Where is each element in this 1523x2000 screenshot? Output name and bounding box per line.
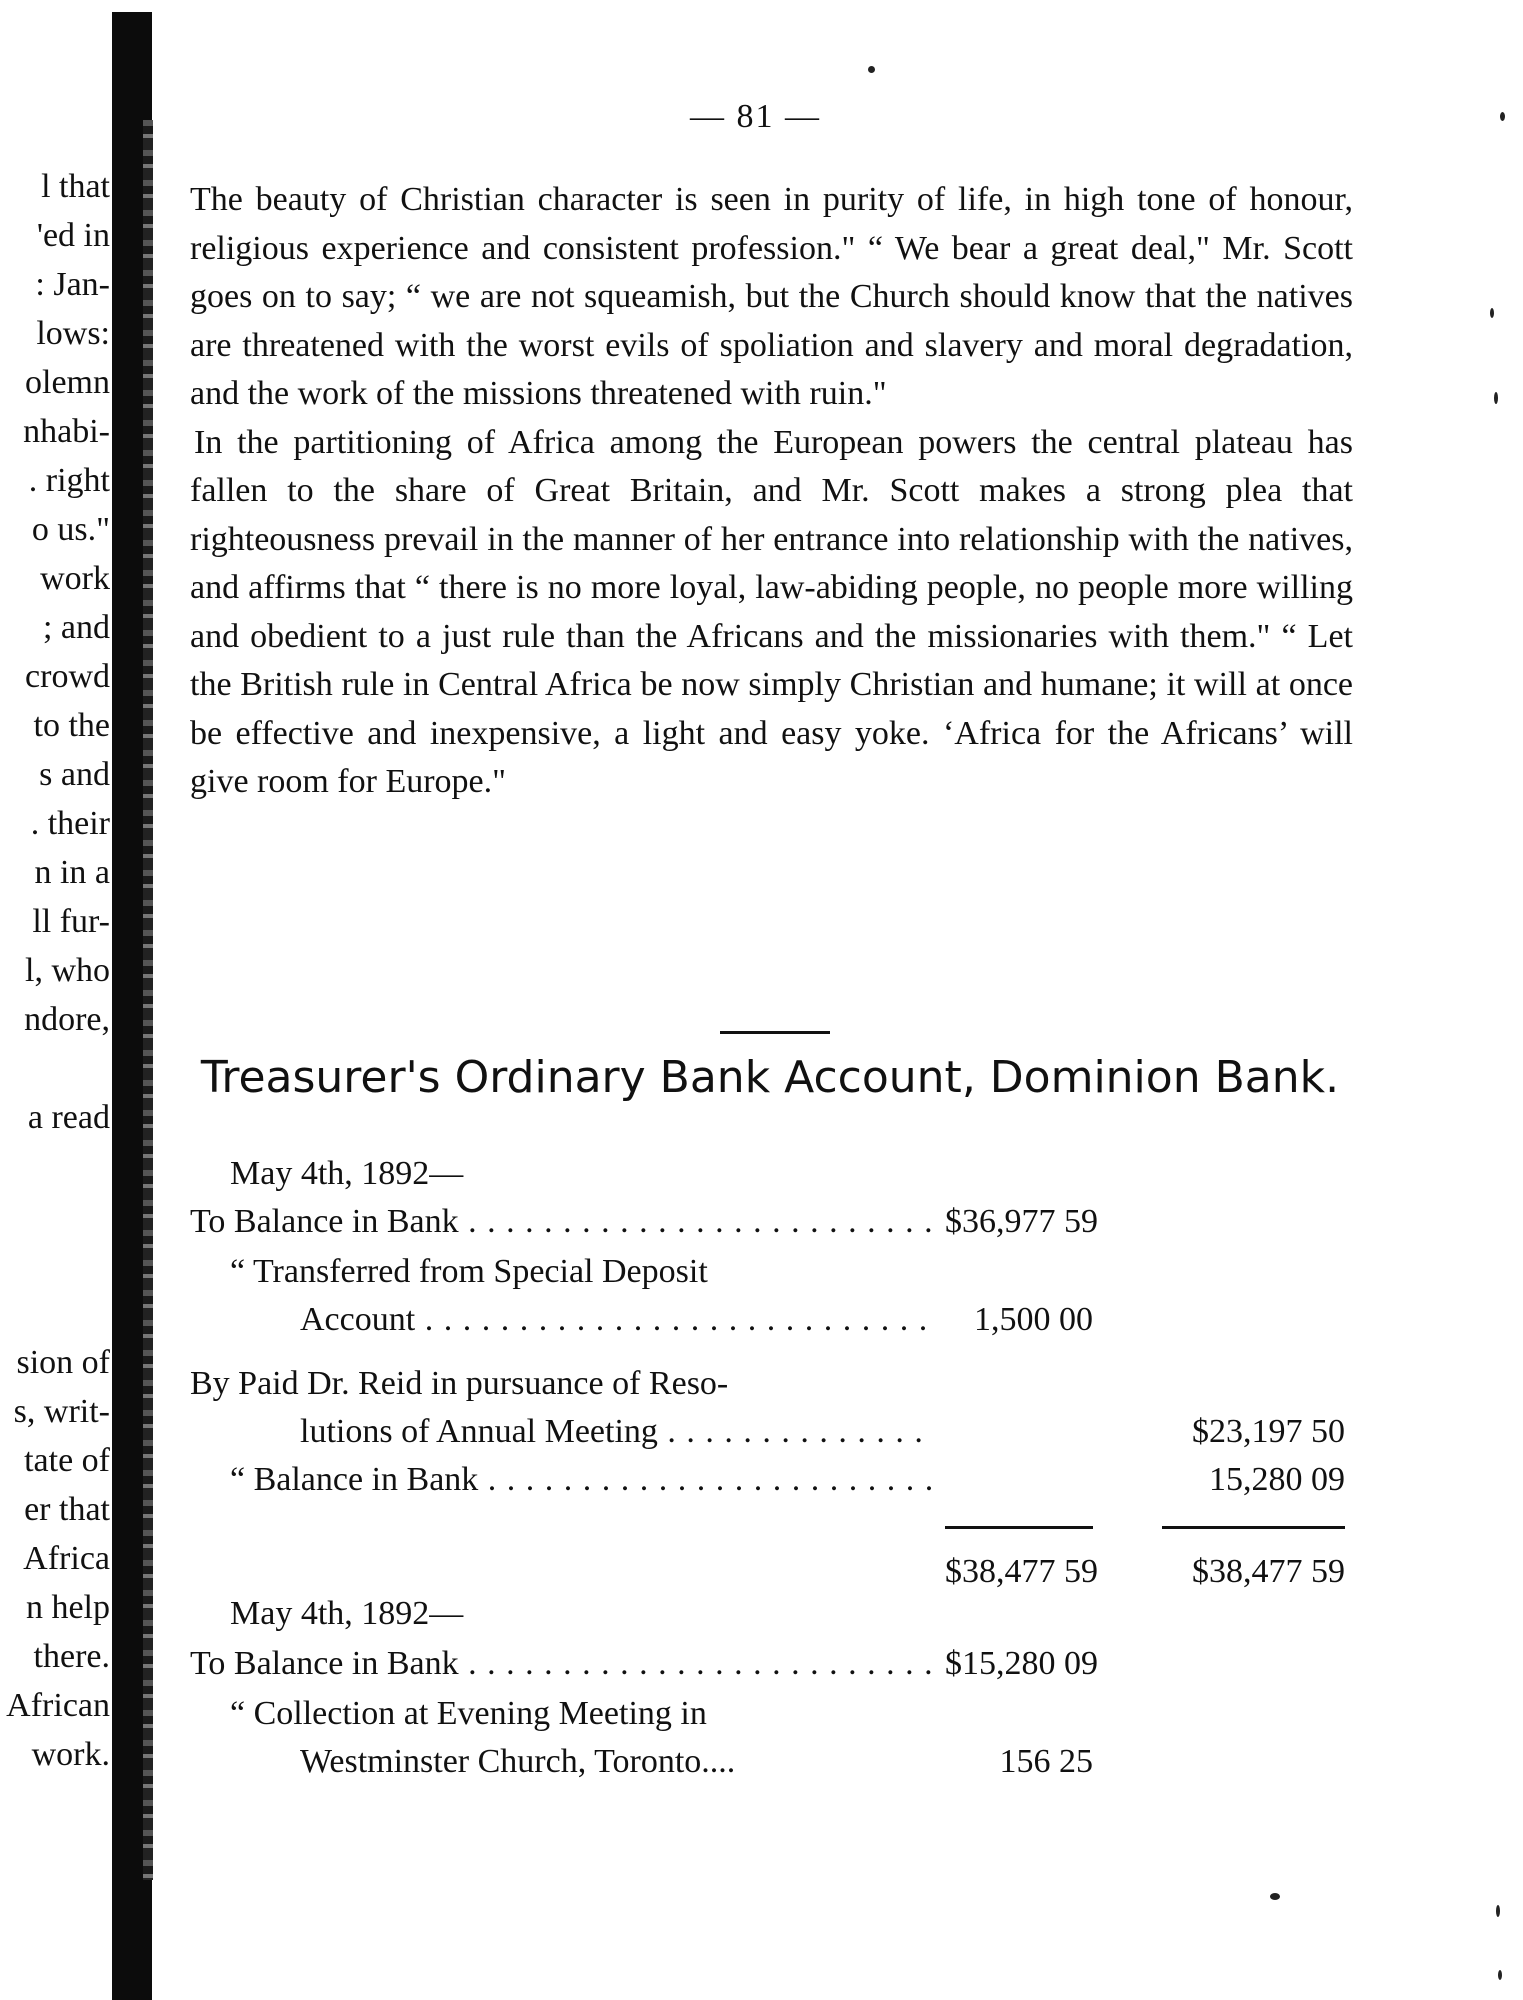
paragraph-1: The beauty of Christian character is seen in purity of life, in high tone of honour, religious experience and consistent profession." “ We bear a great deal," Mr. Scott goes on to say; “ we are not squeamish, but the Church should know that the natives are threatened with the worst evils of spoliation and slavery and moral degradation, and the work of the missions threatened with ruin."	[190, 181, 1353, 412]
ledger-totals-row	[190, 1548, 1370, 1596]
facing-page-fragment	[0, 162, 110, 1779]
scan-speck	[1270, 1893, 1280, 1900]
facing-page-line: there.	[33, 1638, 110, 1675]
ledger-row	[190, 1296, 1370, 1344]
facing-page-line: a read	[27, 1099, 110, 1136]
entry-description: “ Balance in Bank . . .	[230, 1456, 935, 1504]
facing-page-line: ll fur-	[32, 903, 110, 940]
entry-description: By Paid Dr. Reid in pursuance of Reso-	[190, 1365, 729, 1402]
facing-page-line: o us."	[31, 511, 110, 548]
entry-description-continued: Westminster Church, Toronto....	[300, 1743, 736, 1780]
ledger-row	[190, 1408, 1370, 1456]
credit-amount: 15,280 09	[1209, 1461, 1345, 1498]
ledger-row	[190, 1360, 1370, 1408]
credit-total: $38,477 59	[1192, 1553, 1345, 1590]
facing-page-line: Africa	[23, 1540, 110, 1577]
body-text	[190, 176, 1353, 807]
facing-page-line: crowd	[25, 658, 110, 695]
debit-total: $38,477 59	[945, 1553, 1098, 1590]
ledger-date: May 4th, 1892—	[230, 1595, 464, 1632]
scan-speck	[1494, 392, 1498, 404]
facing-page-line: work	[40, 560, 110, 597]
debit-amount: $36,977 59	[945, 1203, 1098, 1240]
facing-page-line: n help	[25, 1589, 110, 1626]
debit-amount: 156 25	[999, 1743, 1093, 1780]
paragraph-2: In the partitioning of Africa among the European powers the central plateau has fallen to the share of Great Britain, and Mr. Scott makes a strong plea that righteousness prevail in the manner of her entrance into relationship with the natives, and affirms that “ there is no more loyal, law-abiding people, no people more willing and obedient to a just rule than the Africans and the missionaries with them." “ Let the British rule in Central Africa be now simply Christian and humane; it will at once be effective and inexpensive, a light and easy yoke. ‘Africa for the Africans’ will give room for Europe."	[190, 423, 1353, 800]
facing-page-line: sion of	[16, 1344, 110, 1381]
ledger-row	[190, 1456, 1370, 1504]
facing-page-gap	[0, 1191, 110, 1240]
debit-amount: 1,500 00	[974, 1301, 1093, 1338]
facing-page-line: l, who	[25, 952, 110, 989]
ledger-row	[190, 1690, 1370, 1738]
entry-description-continued: Account . . .	[300, 1296, 935, 1344]
facing-page-line: s, writ-	[13, 1393, 110, 1430]
facing-page-line: nhabi-	[23, 413, 110, 450]
facing-page-line: lows:	[36, 315, 110, 352]
ledger-date-row	[190, 1150, 1370, 1198]
facing-page-line: olemn	[25, 364, 110, 401]
facing-page-gap	[0, 1289, 110, 1338]
credit-amount: $23,197 50	[1192, 1413, 1345, 1450]
ledger-row	[190, 1640, 1370, 1688]
ledger-row	[190, 1738, 1370, 1786]
ledger-date-row	[190, 1590, 1370, 1638]
facing-page-gap	[0, 1044, 110, 1093]
ledger-row	[190, 1248, 1370, 1296]
scan-speck	[1496, 1905, 1500, 1917]
facing-page-line: er that	[24, 1491, 110, 1528]
facing-page-line: . right	[28, 462, 110, 499]
entry-description: To Balance in Bank . . .	[190, 1198, 935, 1246]
scan-speck	[868, 66, 875, 73]
facing-page-line: work.	[31, 1736, 110, 1773]
facing-page-line: s and	[39, 756, 110, 793]
credit-total-rule	[1162, 1526, 1345, 1529]
facing-page-line: tate of	[24, 1442, 110, 1479]
facing-page-line: to the	[33, 707, 110, 744]
entry-description: “ Collection at Evening Meeting in	[230, 1695, 707, 1732]
facing-page-gap	[0, 1142, 110, 1191]
facing-page-line: : Jan-	[35, 266, 110, 303]
facing-page-line: African	[6, 1687, 110, 1724]
gutter-edge-texture	[143, 120, 153, 1880]
facing-page-line: l that	[41, 168, 110, 205]
facing-page-line: 'ed in	[36, 217, 110, 254]
page-number: — 81 —	[690, 98, 821, 135]
debit-total-rule	[945, 1526, 1093, 1529]
entry-description-continued: lutions of Annual Meeting . . .	[300, 1408, 935, 1456]
entry-description: To Balance in Bank . . .	[190, 1640, 935, 1688]
facing-page-line: . their	[30, 805, 110, 842]
facing-page-line: ; and	[42, 609, 110, 646]
ledger-row	[190, 1198, 1370, 1246]
entry-description: “ Transferred from Special Deposit	[230, 1253, 708, 1290]
facing-page-line: n in a	[34, 854, 110, 891]
account-heading: Treasurer's Ordinary Bank Account, Dominion Bank.	[200, 1052, 1340, 1103]
facing-page-gap	[0, 1240, 110, 1289]
scan-speck	[1498, 1970, 1502, 1980]
section-divider	[720, 1031, 830, 1034]
ledger-date: May 4th, 1892—	[230, 1155, 464, 1192]
facing-page-line: ndore,	[24, 1001, 110, 1038]
debit-amount: $15,280 09	[945, 1645, 1098, 1682]
scan-speck	[1490, 308, 1494, 318]
scan-speck	[1500, 112, 1505, 121]
